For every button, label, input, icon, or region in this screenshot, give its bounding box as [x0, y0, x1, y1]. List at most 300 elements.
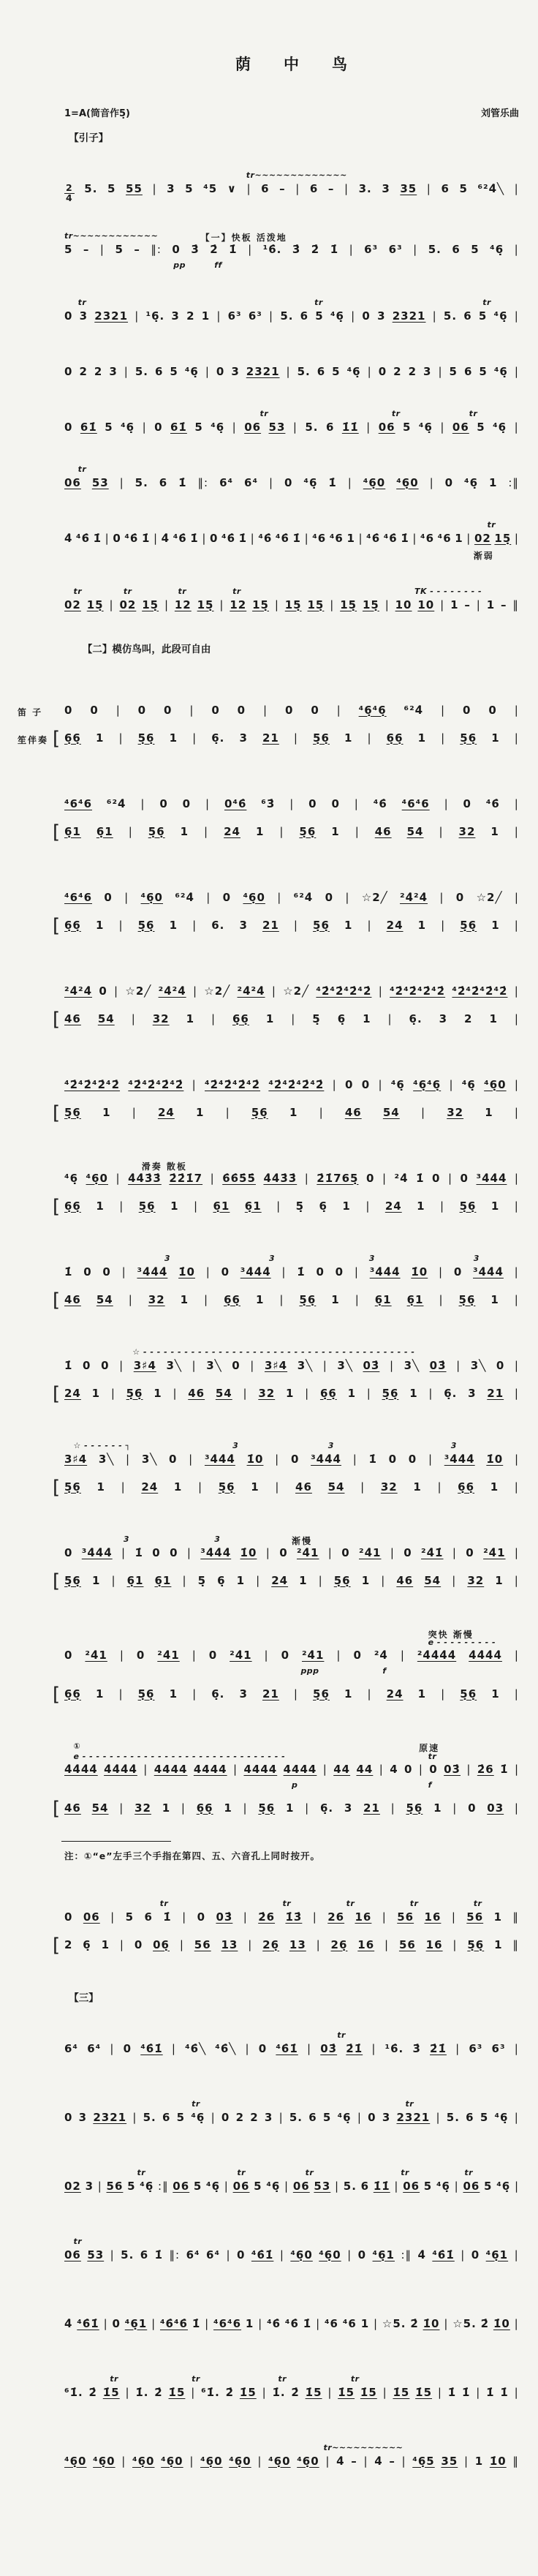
note-group: ⁴6̣: [461, 1077, 476, 1091]
duet-system: [64, 973, 519, 1030]
note-group: 5̣: [312, 1012, 321, 1025]
barline: |: [389, 1358, 394, 1372]
barline: |: [118, 1687, 124, 1701]
note-group: 6̣1: [406, 1292, 424, 1306]
sheng-line: [18, 731, 519, 749]
barline: |: [248, 1937, 253, 1951]
sheng-line: [64, 1480, 519, 1498]
note-group: ☆2╱: [125, 984, 152, 998]
note-group: 03̇: [216, 1910, 233, 1924]
annotation: 3: [123, 1534, 130, 1544]
note-group: ⁴6̣⁴6̣: [413, 1077, 442, 1091]
note-group: 1: [331, 1292, 340, 1306]
annotation: 原速: [419, 1742, 440, 1753]
note-group: 61̇: [80, 420, 97, 434]
note-group: 2321: [93, 2110, 127, 2124]
note-group: 5̣6̣: [382, 1386, 399, 1400]
note-group: [ 46: [64, 1012, 81, 1025]
note-group: 21: [363, 1801, 380, 1815]
note-group: 5: [478, 309, 488, 323]
note-group: 21: [262, 1687, 279, 1701]
note-group: 1: [196, 1105, 205, 1119]
note-group: 0: [64, 420, 73, 434]
note-group: 6: [441, 182, 450, 195]
annotation: tr: [305, 2167, 314, 2177]
note-group: 15̣: [142, 598, 159, 611]
notes-row: [64, 1172, 519, 1189]
dizi-line: [64, 1534, 519, 1564]
barline: |: [514, 1480, 519, 1494]
notes-row: [64, 984, 519, 1002]
note-group: 5.: [428, 242, 442, 256]
barline: |: [514, 1545, 519, 1559]
note-group: 0: [221, 2110, 230, 2124]
note-group: 56: [466, 1910, 484, 1924]
note-group: 0: [361, 1077, 371, 1091]
note-group: 0: [471, 2248, 480, 2261]
note-group: 46: [188, 1386, 205, 1400]
note-group: ⁴6̣0: [200, 2454, 223, 2468]
note-group: 6: [452, 242, 461, 256]
note-group: 6̣: [337, 1012, 346, 1025]
note-group: 3: [344, 1801, 353, 1815]
barline: |: [441, 918, 446, 932]
barline: |: [428, 1386, 433, 1400]
note-group: 0: [164, 703, 173, 717]
duet-system: [64, 1160, 519, 1217]
note-group: 0: [83, 1265, 92, 1278]
note-group: 3: [85, 2179, 94, 2193]
music-line: [64, 2237, 519, 2266]
sheng-line: [64, 1200, 519, 1217]
note-group: –: [279, 182, 286, 195]
barline: |: [354, 796, 359, 810]
annotation: 渐弱: [473, 550, 494, 561]
annotation-strip: [64, 2443, 519, 2455]
barline: |: [248, 242, 253, 256]
note-group: 5̣6̣: [460, 731, 477, 745]
note-group: ⁴6̇: [258, 531, 273, 545]
note-group: 1: [485, 1105, 493, 1119]
barline: |: [143, 1762, 148, 1776]
barline: ‖:: [151, 242, 162, 256]
annotation: 3: [327, 1440, 334, 1450]
note-group: 0: [404, 1762, 413, 1776]
barline: |: [327, 2385, 333, 2399]
note-group: 2̇1̇: [346, 2041, 363, 2055]
notes-row: [64, 1078, 519, 1096]
note-group: ⁴6̣0: [64, 2454, 87, 2468]
note-group: 0: [211, 703, 220, 717]
barline: |: [344, 182, 349, 195]
note-group: 3╲: [98, 1452, 115, 1466]
barline: |: [335, 2179, 340, 2193]
note-group: 2̇: [291, 2385, 300, 2399]
note-group: 1̇: [292, 531, 301, 545]
note-group: 1̇: [154, 2248, 164, 2261]
barline: ‖: [512, 1937, 519, 1951]
annotation: f: [428, 1780, 432, 1790]
note-group: 1̇1̇: [373, 2179, 390, 2193]
note-group: 32: [380, 1480, 398, 1494]
annotation-strip: [64, 520, 519, 532]
note-group: ⁴6̇: [267, 2316, 281, 2330]
annotation-strip: [64, 231, 519, 243]
note-group: 06: [173, 2179, 190, 2193]
note-group: ⁴6̣0: [140, 890, 163, 904]
note-group: 46: [344, 1105, 362, 1119]
note-group: –: [134, 242, 140, 256]
barline: |: [192, 1687, 197, 1701]
barline: |: [211, 1012, 216, 1025]
note-group: 5: [107, 182, 116, 195]
barline: |: [99, 242, 105, 256]
note-group: 0: [316, 1265, 325, 1278]
note-group: ⁴6̣0: [243, 890, 265, 904]
annotation-strip: [64, 1899, 519, 1910]
note-group: 1: [299, 1573, 308, 1587]
note-group: 12: [230, 598, 247, 611]
notes-row: [64, 243, 519, 260]
note-group: 16: [357, 1937, 375, 1951]
note-group: 0: [134, 1937, 143, 1951]
note-group: ☆5.: [382, 2316, 406, 2330]
note-group: 1: [363, 1012, 371, 1025]
note-group: 16: [425, 1937, 443, 1951]
barline: |: [277, 890, 282, 904]
note-group: ⁴6̣0: [229, 2454, 251, 2468]
note-group: 1: [361, 1573, 371, 1587]
note-group: 4̇4̇4̇4̇: [469, 1648, 502, 1662]
note-group: 0: [113, 531, 121, 545]
note-group: 1: [95, 731, 105, 745]
footnote-rule: [61, 1841, 171, 1842]
note-group: 6: [463, 309, 472, 323]
note-group: ²4̇1: [296, 1545, 319, 1559]
note-group: 2̇: [225, 2385, 235, 2399]
annotation: 3: [232, 1440, 239, 1450]
barline: |: [115, 1171, 121, 1185]
note-group: 1: [450, 598, 459, 611]
barline: |: [514, 984, 519, 998]
barline: |: [291, 1012, 296, 1025]
barline: |: [418, 1762, 423, 1776]
barline: |: [514, 531, 519, 545]
barline: |: [352, 1452, 357, 1466]
note-group: 46: [396, 1573, 414, 1587]
note-group: ☆5.: [452, 2316, 477, 2330]
notes-row: [64, 1687, 519, 1705]
barline: |: [390, 1545, 395, 1559]
barline: |: [514, 182, 519, 195]
note-group: ⁴2̇⁴2̇⁴2̇⁴2̇: [390, 984, 446, 998]
barline: |: [243, 1801, 248, 1815]
note-group: 1̇: [229, 242, 238, 256]
note-group: 5: [477, 420, 485, 434]
note-group: 1: [236, 1573, 245, 1587]
note-group: 3: [423, 364, 432, 378]
note-group: ⁴6̣1: [124, 2316, 148, 2330]
barline: |: [400, 1648, 405, 1662]
annotation: ☆ - - - - - - - - - - - - - - - - - - - - - - - - - - - - - - - - - - - - - - - -: [132, 1347, 415, 1357]
note-group: 26̣: [330, 1937, 348, 1951]
note-group: 13: [221, 1937, 238, 1951]
barline: |: [262, 2385, 267, 2399]
note-group: 0: [221, 1265, 230, 1278]
note-group: 1̇: [238, 531, 248, 545]
barline: |: [110, 1910, 115, 1924]
note-group: 5: [127, 2179, 136, 2193]
note-group: 4̇4̇4̇4̇: [64, 1762, 98, 1776]
barline: |: [355, 824, 360, 838]
barline: |: [271, 984, 276, 998]
barline: |: [363, 2454, 368, 2468]
note-group: 0: [137, 703, 147, 717]
duet-system: [64, 1254, 519, 1311]
barline: |: [128, 824, 133, 838]
barline: |: [257, 2454, 262, 2468]
barline: ‖: [512, 598, 519, 611]
annotation: 【一】快板 活泼地: [200, 232, 287, 243]
note-group: 0: [104, 890, 113, 904]
barline: |: [420, 1105, 425, 1119]
note-group: –: [327, 182, 335, 195]
annotation: ppp: [300, 1665, 319, 1676]
sheng-line: [64, 1387, 519, 1404]
footnote: [64, 1841, 519, 1862]
note-group: 6̣1: [213, 1199, 230, 1213]
barline: |: [366, 1386, 371, 1400]
note-group: 6: [308, 2110, 317, 2124]
note-group: ⁴2̇⁴2̇⁴2̇⁴2̇: [205, 1077, 261, 1091]
annotation: tr: [73, 2236, 83, 2246]
note-group: 0: [64, 309, 73, 323]
note-group: 1̇: [297, 1265, 306, 1278]
sheng-line: [64, 1293, 519, 1311]
dizi-line: [64, 1066, 519, 1096]
barline: |: [365, 1199, 371, 1213]
note-group: 1: [255, 824, 265, 838]
note-group: 1̇: [64, 1358, 73, 1372]
barline: |: [105, 531, 110, 545]
note-group: ²4̇1: [85, 1648, 107, 1662]
note-group: ⁴2̇⁴2̇⁴2̇⁴2̇: [316, 984, 372, 998]
note-group: 1: [162, 1801, 171, 1815]
note-group: 24: [141, 1480, 159, 1494]
note-group: ⁴6̣1: [485, 2248, 509, 2261]
note-group: ²4̇²4̇: [400, 890, 428, 904]
note-group: 03̇: [320, 2041, 338, 2055]
note-group: 0: [258, 2041, 268, 2055]
annotation-strip: [64, 298, 519, 309]
annotation: tr: [350, 2373, 360, 2384]
annotation: tr: [346, 1898, 355, 1908]
note-group: 5: [193, 2179, 202, 2193]
barline: |: [286, 364, 291, 378]
note-group: 6̣1: [374, 1292, 392, 1306]
note-group: 3: [382, 182, 390, 195]
score-body: [18, 129, 519, 2472]
note-group: 3̇: [412, 2041, 421, 2055]
notes-row: [64, 1480, 519, 1498]
note-group: 0: [90, 703, 99, 717]
barline: |: [233, 1762, 238, 1776]
notes-row: [64, 1649, 519, 1666]
note-group: ⁴6̣: [121, 420, 135, 434]
note-group: 5: [484, 2179, 493, 2193]
barline: |: [182, 1573, 187, 1587]
note-group: ⁴6: [342, 2316, 357, 2330]
notes-row: [64, 891, 519, 908]
note-group: ⁴5: [203, 182, 218, 195]
barline: |: [269, 475, 274, 489]
barline: |: [381, 1573, 386, 1587]
note-group: 6³: [364, 242, 379, 256]
note-group: 21: [262, 731, 279, 745]
barline: |: [119, 475, 124, 489]
note-group: 5̣6̣: [459, 1199, 477, 1213]
note-group: ⁴2̇⁴2̇⁴2̇⁴2̇: [128, 1077, 184, 1091]
note-group: 24: [157, 1105, 175, 1119]
score-meta: [64, 105, 519, 119]
note-group: ³4̇4̇4̇: [81, 1545, 113, 1559]
annotation-strip: [64, 549, 519, 560]
note-group: 55: [126, 182, 143, 195]
note-group: 6̣1: [96, 824, 113, 838]
music-line: [64, 409, 519, 438]
note-group: 0⁴6̇: [224, 796, 247, 810]
barline: |: [384, 598, 390, 611]
annotation-strip: [64, 692, 519, 704]
barline: |: [514, 1265, 519, 1278]
barline: |: [111, 1573, 116, 1587]
note-group: 6: [159, 475, 168, 489]
note-group: 0: [496, 1358, 505, 1372]
sheng-line: [64, 1574, 519, 1592]
note-group: 6̣6̣: [232, 1012, 249, 1025]
note-group: 1: [417, 918, 427, 932]
barline: |: [265, 1545, 270, 1559]
note-group: 2̇1̇: [430, 2041, 447, 2055]
note-group: 0: [64, 2110, 73, 2124]
music-line: [64, 2168, 519, 2197]
note-group: 6³: [491, 2041, 506, 2055]
barline: |: [382, 2385, 387, 2399]
barline: |: [279, 1292, 284, 1306]
note-group: 2: [393, 364, 402, 378]
barline: |: [514, 1386, 519, 1400]
note-group: 6⁴: [186, 2248, 200, 2261]
note-group: 56: [398, 1937, 416, 1951]
note-group: 16: [424, 1910, 442, 1924]
duet-system: [18, 692, 519, 749]
notes-row: [18, 731, 519, 749]
note-group: –: [389, 2454, 395, 2468]
note-group: ⁴6̇╲: [185, 2041, 207, 2055]
note-group: ⁴2̇⁴2̇⁴2̇⁴2̇: [64, 1077, 121, 1091]
note-group: 5̣6̣: [258, 1801, 276, 1815]
note-group: 0: [368, 2110, 376, 2124]
note-group: 1: [417, 731, 427, 745]
note-group: 0: [64, 364, 73, 378]
note-group: 24: [386, 918, 404, 932]
note-group: 1̇: [330, 242, 339, 256]
note-group: 0: [197, 1910, 206, 1924]
barline: |: [452, 1573, 457, 1587]
note-group: ⁴6̣0: [297, 2454, 319, 2468]
barline: :‖: [401, 2248, 412, 2261]
barline: |: [514, 796, 519, 810]
note-group: 1̇.: [272, 2385, 286, 2399]
note-group: 3╲: [141, 1452, 158, 1466]
note-group: 0: [444, 475, 454, 489]
note-group: 15̣: [284, 598, 302, 611]
note-group: 1: [490, 1292, 499, 1306]
note-group: ⁴6̇: [275, 531, 289, 545]
note-group: 5: [194, 420, 203, 434]
barline: |: [441, 703, 446, 717]
barline: |: [205, 364, 210, 378]
notes-row: [64, 532, 519, 549]
barline: |: [219, 598, 224, 611]
barline: |: [439, 890, 444, 904]
annotation-strip: [64, 1780, 519, 1791]
note-group: ²4̇²4̇: [237, 984, 265, 998]
note-group: ⁴6̣: [211, 420, 225, 434]
note-group: 5.: [443, 309, 458, 323]
note-group: 54: [97, 1012, 115, 1025]
note-group: 1: [186, 1012, 194, 1025]
note-group: 6: [466, 2110, 474, 2124]
annotation: tr: [337, 2030, 346, 2040]
barline: |: [119, 1358, 124, 1372]
barline: :‖: [158, 2179, 169, 2193]
note-group: 1̇: [192, 2316, 201, 2330]
barline: |: [192, 1358, 197, 1372]
note-group: 0: [216, 364, 225, 378]
note-group: ⁴6: [437, 531, 452, 545]
note-group: 54: [424, 1573, 442, 1587]
annotation: tr: [409, 1898, 419, 1908]
note-group: 2̇: [210, 242, 219, 256]
note-group: 6: [309, 182, 319, 195]
barline: |: [514, 1012, 519, 1025]
note-group: 5̣6̣: [148, 824, 165, 838]
note-group: ⁶3̇: [261, 796, 276, 810]
note-group: 4̇: [161, 531, 170, 545]
barline: |: [514, 2316, 519, 2330]
note-group: 0: [463, 703, 471, 717]
note-group: 1̇: [500, 2385, 509, 2399]
barline: |: [204, 824, 209, 838]
barline: |: [373, 2316, 379, 2330]
barline: |: [514, 918, 519, 932]
barline: |: [514, 242, 519, 256]
note-group: 1: [255, 1292, 265, 1306]
notes-row: [64, 2042, 519, 2060]
note-group: 0: [366, 1171, 375, 1185]
note-group: ⁴6̣: [390, 1077, 405, 1091]
note-group: ⁴6̇: [76, 531, 91, 545]
note-group: 0: [237, 703, 246, 717]
notes-row: [64, 182, 519, 205]
barline: |: [466, 531, 471, 545]
note-group: 1: [265, 1012, 275, 1025]
annotation: 3: [450, 1440, 457, 1450]
note-group: [ 5̣6̣: [64, 1480, 81, 1494]
note-group: 6³: [469, 2041, 483, 2055]
annotation: tr~~~~~~~~~~: [323, 2442, 404, 2452]
